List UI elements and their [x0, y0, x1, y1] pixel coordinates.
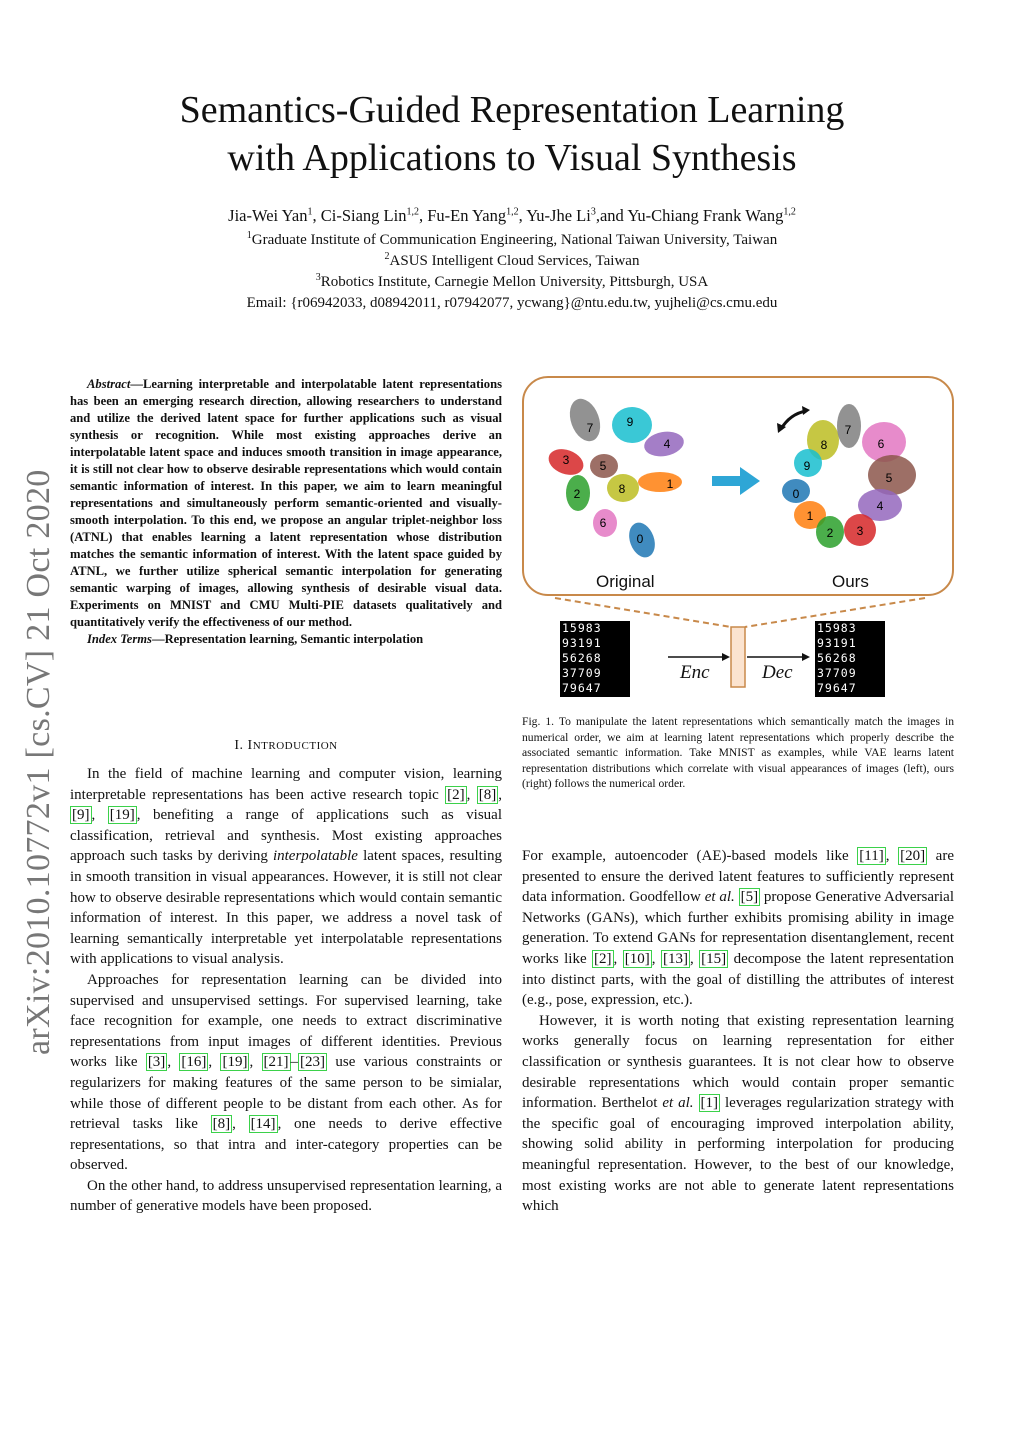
- author-sup: 1,2: [506, 206, 519, 218]
- intro-body: [70, 764, 502, 1217]
- text-run: are presented to ensure the derived latent features to sufficiently represent data information. Goodfellow: [522, 848, 954, 906]
- cluster-blob: [638, 472, 682, 492]
- citation-link[interactable]: [16]: [181, 1054, 207, 1071]
- cluster-digit-label: 5: [599, 459, 607, 473]
- text-run: decompose the latent representation into distinct parts, with the goal of distilling the attributes of interest (e.g., pose, expression, etc.).: [522, 950, 955, 1009]
- paragraph: Approaches for representation learning can be divided into supervised and unsupervised settings. For supervised learning, take face recognition for example, one needs to extract discriminative representations from input images of different identities. Previous works like [3] , [16] , [19] , [21] – [23] use various constraints or regularizers for making features of the same person to be simialar, while those of different people to be distant from each other. As for retrieval tasks like [8] , [14] , one needs to derive effective representations, so that intra and inter-category properties can be observed.: [70, 971, 502, 1174]
- author-sep: ,: [312, 206, 321, 225]
- cluster-digit-label: 8: [618, 482, 626, 496]
- right-column-body: [522, 846, 954, 1217]
- text-run: However, it is worth noting that existing representation learning works generally focus on learning representation for either classification or synthesis guarantees. It is not clear how to observe desirable representations which would contain proper semantic information. Berthelot: [522, 1012, 954, 1112]
- text-run: leverages regularization strategy with the specific goal of encouraging improved interpolation ability, showing solid ability in performing interpolation for producing meaningful representation. However, to the best of our knowledge, most existing works are not able to generate latent representations which: [522, 1095, 955, 1215]
- cluster-digit-label: 2: [573, 487, 581, 501]
- section-rest: NTRODUCTION: [252, 740, 338, 752]
- enc-label: Enc: [680, 662, 710, 683]
- author-sup: 3: [590, 206, 596, 218]
- text-run: , one needs to derive effective representations, so that intra and inter-category properties can be observed.: [70, 1116, 502, 1174]
- citation-link[interactable]: [2]: [594, 950, 612, 967]
- cluster-digit-label: 6: [599, 516, 607, 530]
- section-initial: I: [247, 738, 253, 753]
- text-run: propose Generative Adversarial Networks (GANs), which further exhibits promising ability in image generation. To extend GANs for representation disentanglement, recent works like: [522, 889, 954, 967]
- affiliation-sup: 1: [246, 230, 252, 241]
- paragraph: On the other hand, to address unsupervised representation learning, a number of generative models have been proposed.: [70, 1177, 502, 1215]
- cluster-digit-label: 9: [626, 415, 634, 429]
- mnist-row: 56268: [817, 651, 857, 665]
- arrow-icon: [712, 467, 760, 495]
- text-run: use various constraints or regularizers for making features of the same person to be simialar, while those of different people to be distant from each other. As for retrieval tasks like: [70, 1054, 502, 1133]
- affiliation-sup: 3: [315, 272, 321, 283]
- cluster-digit-label: 1: [806, 509, 814, 523]
- cluster-digit-label: 8: [820, 438, 828, 452]
- email-line: Email: {r06942033, d08942011, r07942077, ycwang}@ntu.edu.tw, yujheli@cs.cmu.edu: [246, 295, 778, 311]
- cluster-digit-label: 6: [877, 437, 885, 451]
- latent-scatter-figure: [0, 0, 1024, 700]
- cluster-digit-label: 3: [562, 453, 570, 467]
- latent-bottleneck: [731, 627, 745, 687]
- author-name: Fu-En Yang: [427, 206, 507, 225]
- citation-link[interactable]: [5]: [740, 889, 759, 906]
- enc-arrowhead-icon: [722, 653, 730, 661]
- paragraph: In the field of machine learning and computer vision, learning interpretable representations has been active research topic [2] , [8] , [9] , [19] , benefiting a range of applications such as visual classification, retrieval and synthesis. Most existing approaches approach such tasks by deriving interpolatable latent spaces, resulting in smooth transition in visual appearances. However, it is still not clear how to observe desirable representations which would contain semantic information of interest. In this paper, we address a novel task of learning semantically interpretable yet interpolatable representations with applications to visual analysis.: [70, 766, 503, 968]
- mnist-row: 93191: [562, 636, 602, 650]
- citation-link[interactable]: [9]: [72, 807, 90, 824]
- arxiv-stamp: arXiv:2010.10772v1 [cs.CV] 21 Oct 2020: [20, 469, 57, 1055]
- cluster-digit-label: 9: [803, 459, 811, 473]
- cluster-digit-label: 0: [636, 532, 644, 546]
- affiliation-text: Graduate Institute of Communication Engineering, National Taiwan University, Taiwan: [251, 232, 778, 248]
- rotate-arrow-icon: [781, 411, 806, 429]
- cluster-digit-label: 5: [885, 471, 893, 485]
- citation-link[interactable]: [19]: [109, 807, 135, 824]
- author-name: Jia-Wei Yan: [228, 206, 308, 225]
- cluster-digit-label: 4: [876, 499, 884, 513]
- author-sep: ,: [418, 206, 428, 225]
- mnist-row: 37709: [817, 666, 857, 680]
- author-sup: 1,2: [406, 206, 419, 218]
- index-terms-text: —Representation learning, Semantic interpolation: [151, 632, 424, 646]
- dec-label: Dec: [762, 662, 793, 683]
- abstract-label: Abstract: [87, 377, 131, 391]
- mnist-row: 56268: [562, 651, 602, 665]
- cluster-blob: [564, 395, 605, 446]
- citation-link[interactable]: [1]: [700, 1095, 719, 1112]
- citation-link[interactable]: [14]: [250, 1116, 276, 1133]
- affiliation-text: ASUS Intelligent Cloud Services, Taiwan: [389, 253, 640, 269]
- citation-link[interactable]: [19]: [222, 1054, 248, 1071]
- cluster-digit-label: 1: [666, 477, 674, 491]
- cluster-digit-label: 0: [792, 487, 800, 501]
- author-name: Yu-Jhe Li: [526, 206, 591, 225]
- citation-link[interactable]: [8]: [478, 786, 497, 803]
- cluster-digit-label: 4: [663, 437, 671, 451]
- mnist-row: 79647: [562, 681, 602, 695]
- dec-arrowhead-icon: [802, 653, 810, 661]
- emphasis: interpolatable: [272, 848, 358, 865]
- citation-link[interactable]: [10]: [624, 950, 650, 967]
- cluster-digit-label: 2: [826, 526, 834, 540]
- author-sep: ,and: [595, 206, 628, 225]
- author-sup: 1,2: [783, 206, 796, 218]
- citation-link[interactable]: [2]: [447, 786, 465, 803]
- label-original: Original: [596, 572, 655, 591]
- mnist-row: 15983: [817, 621, 857, 635]
- emphasis: et al.: [704, 889, 735, 906]
- mnist-row: 15983: [562, 621, 602, 635]
- citation-link[interactable]: [23]: [300, 1054, 326, 1071]
- affiliation-sup: 2: [384, 251, 390, 262]
- label-ours: Ours: [832, 572, 869, 591]
- citation-link[interactable]: [3]: [147, 1054, 166, 1071]
- author-sup: 1: [307, 206, 313, 218]
- text-run: latent spaces, resulting in smooth transition in visual appearances. However, it is still not clear how to observe desirable representations which would contain semantic information of interest. In this paper, we address a novel task of learning semantically interpretable yet interpolatable representations with applications to visual analysis.: [70, 848, 502, 968]
- figure-caption: Fig. 1. To manipulate the latent representations which semantically match the images in numerical order, we aim at learning latent representations which properly describe the associated semantic information. Take MNIST as examples, while VAE learns latent representation distributions which correlate with visual appearances of images (left), ours (right) follows the numerical order.: [522, 715, 954, 790]
- cluster-digit-label: 3: [856, 524, 864, 538]
- author-name: Ci-Siang Lin: [320, 206, 407, 225]
- abstract-text: —Learning interpretable and interpolatable latent representations has been an emerging research direction, allowing researchers to understand and utilize the derived latent space for further applications such as visual synthesis or recognition. While most existing approaches derive an interpolatable latent space and induces smooth transition in image appearance, it is still not clear how to observe desirable representations which would contain semantic information of interest. In this paper, we aim to learn meaningful representations and simultaneously perform semantic-oriented and visually-smooth interpolation. To this end, we propose an angular triplet-neighbor loss (ATNL) that enables learning a latent representation whose distribution matches the semantic information of interest. With the latent space guided by ATNL, we further utilize spherical semantic interpolation for generating semantic warping of images, allowing synthesis of desirable visual data. Experiments on MNIST and CMU Multi-PIE datasets qualitatively and quantitatively verify the effectiveness of our method.: [70, 377, 502, 629]
- mnist-row: 37709: [562, 666, 602, 680]
- text-run: For example, autoencoder (AE)-based models like: [522, 848, 858, 864]
- author-sep: ,: [518, 206, 527, 225]
- citation-link[interactable]: [20]: [900, 848, 926, 864]
- author-name: Yu-Chiang Frank Wang: [627, 206, 784, 225]
- title-line-2: with Applications to Visual Synthesis: [227, 137, 797, 179]
- affiliation-text: Robotics Institute, Carnegie Mellon University, Pittsburgh, USA: [320, 274, 709, 290]
- mnist-row: 93191: [817, 636, 857, 650]
- paragraph: [522, 1011, 954, 1217]
- citation-link[interactable]: [21]: [263, 1054, 289, 1071]
- mnist-input-grid: [560, 621, 630, 697]
- citation-link[interactable]: [8]: [212, 1116, 231, 1133]
- section-heading-introduction: [70, 738, 502, 754]
- cluster-digit-label: 7: [586, 421, 594, 435]
- text-run: , benefiting a range of applications such as visual classification, retrieval and synthesis. Most existing approaches approach such tasks by deriving: [70, 807, 503, 865]
- mnist-output-grid: [815, 621, 885, 697]
- emphasis: et al.: [662, 1095, 694, 1112]
- section-number: I.: [234, 738, 248, 753]
- text-run: Approaches for representation learning can be divided into supervised and unsupervised settings. For supervised learning, take face recognition for example, one needs to extract discriminative representations from input images of different identities. Previous works like: [70, 971, 502, 1071]
- citation-link[interactable]: [15]: [701, 950, 727, 967]
- citation-link[interactable]: [13]: [662, 950, 688, 967]
- mnist-row: 79647: [817, 681, 857, 695]
- text-run: In the field of machine learning and computer vision, learning interpretable representations has been active research topic: [70, 766, 502, 803]
- citation-link[interactable]: [11]: [859, 848, 884, 864]
- title-line-1: Semantics-Guided Representation Learning: [179, 89, 845, 131]
- rotate-arrowhead-icon: [802, 406, 810, 415]
- cluster-digit-label: 7: [844, 423, 852, 437]
- index-terms-label: Index Terms: [87, 632, 152, 646]
- paragraph: For example, autoencoder (AE)-based models like [11] , [20] are presented to ensure the derived latent features to sufficiently represent data information. Goodfellow et al. [5] propose Generative Adversarial Networks (GANs), which further exhibits promising ability in image generation. To extend GANs for representation disentanglement, recent works like [2] , [10] , [13] , [15] decompose the latent representation into distinct parts, with the goal of distilling the attributes of interest (e.g., pose, expression, etc.).: [522, 848, 955, 1009]
